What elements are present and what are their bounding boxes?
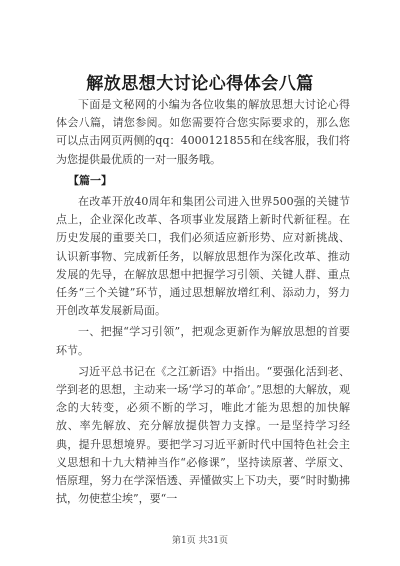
section-heading: 【篇一】 <box>68 173 112 187</box>
body-paragraph: 一、把握“学习引领”，把观念更新作为解放思想的首要环节。 <box>56 325 350 357</box>
intro-paragraph: 下面是文秘网的小编为各位收集的解放思想大讨论心得体会八篇，请您参阅。如您需要符合您实际要求的，那么您可以点击网页两侧的qq：4000121855和在线客服，我们将为您提供最优质的一对一服务哦。 <box>56 98 350 166</box>
body-paragraph: 在改革开放40周年和集团公司进入世界500强的关键节点上，企业深化改革、各项事业发展踏上新时代新征程。在历史发展的重要关口，我们必须适应新形势、应对新挑战、认识新事物、完成新任务，以解放思想作为深化改革、推动发展的先导，在解放思想中把握学习引领、关键人群、重点任务“三个关键”环节，通过思想解放增红利、添动力，努力开创改革发展新局面。 <box>56 195 350 318</box>
document-title: 解放思想大讨论心得体会八篇 <box>86 74 314 94</box>
page-footer: 第1页 共31页 <box>171 536 229 546</box>
document-body <box>56 96 350 508</box>
body-paragraph: 习近平总书记在《之江新语》中指出。“要强化活到老、学到老的思想，主动来一场‘学习的革命’。”思想的大解放，观念的大转变，必须不断的学习，唯此才能为思想的加快解放、率先解放、充分解放提供智力支撑。一是坚持学习经典，提升思想境界。要把学习习近平新时代中国特色社会主义思想和十九大精神当作“必修课”，坚持读原著、学原文、悟原理，努力在学深悟透、弄懂做实上下功夫，要“时时勤拂拭，勿使惹尘埃”，要“一 <box>56 364 350 506</box>
